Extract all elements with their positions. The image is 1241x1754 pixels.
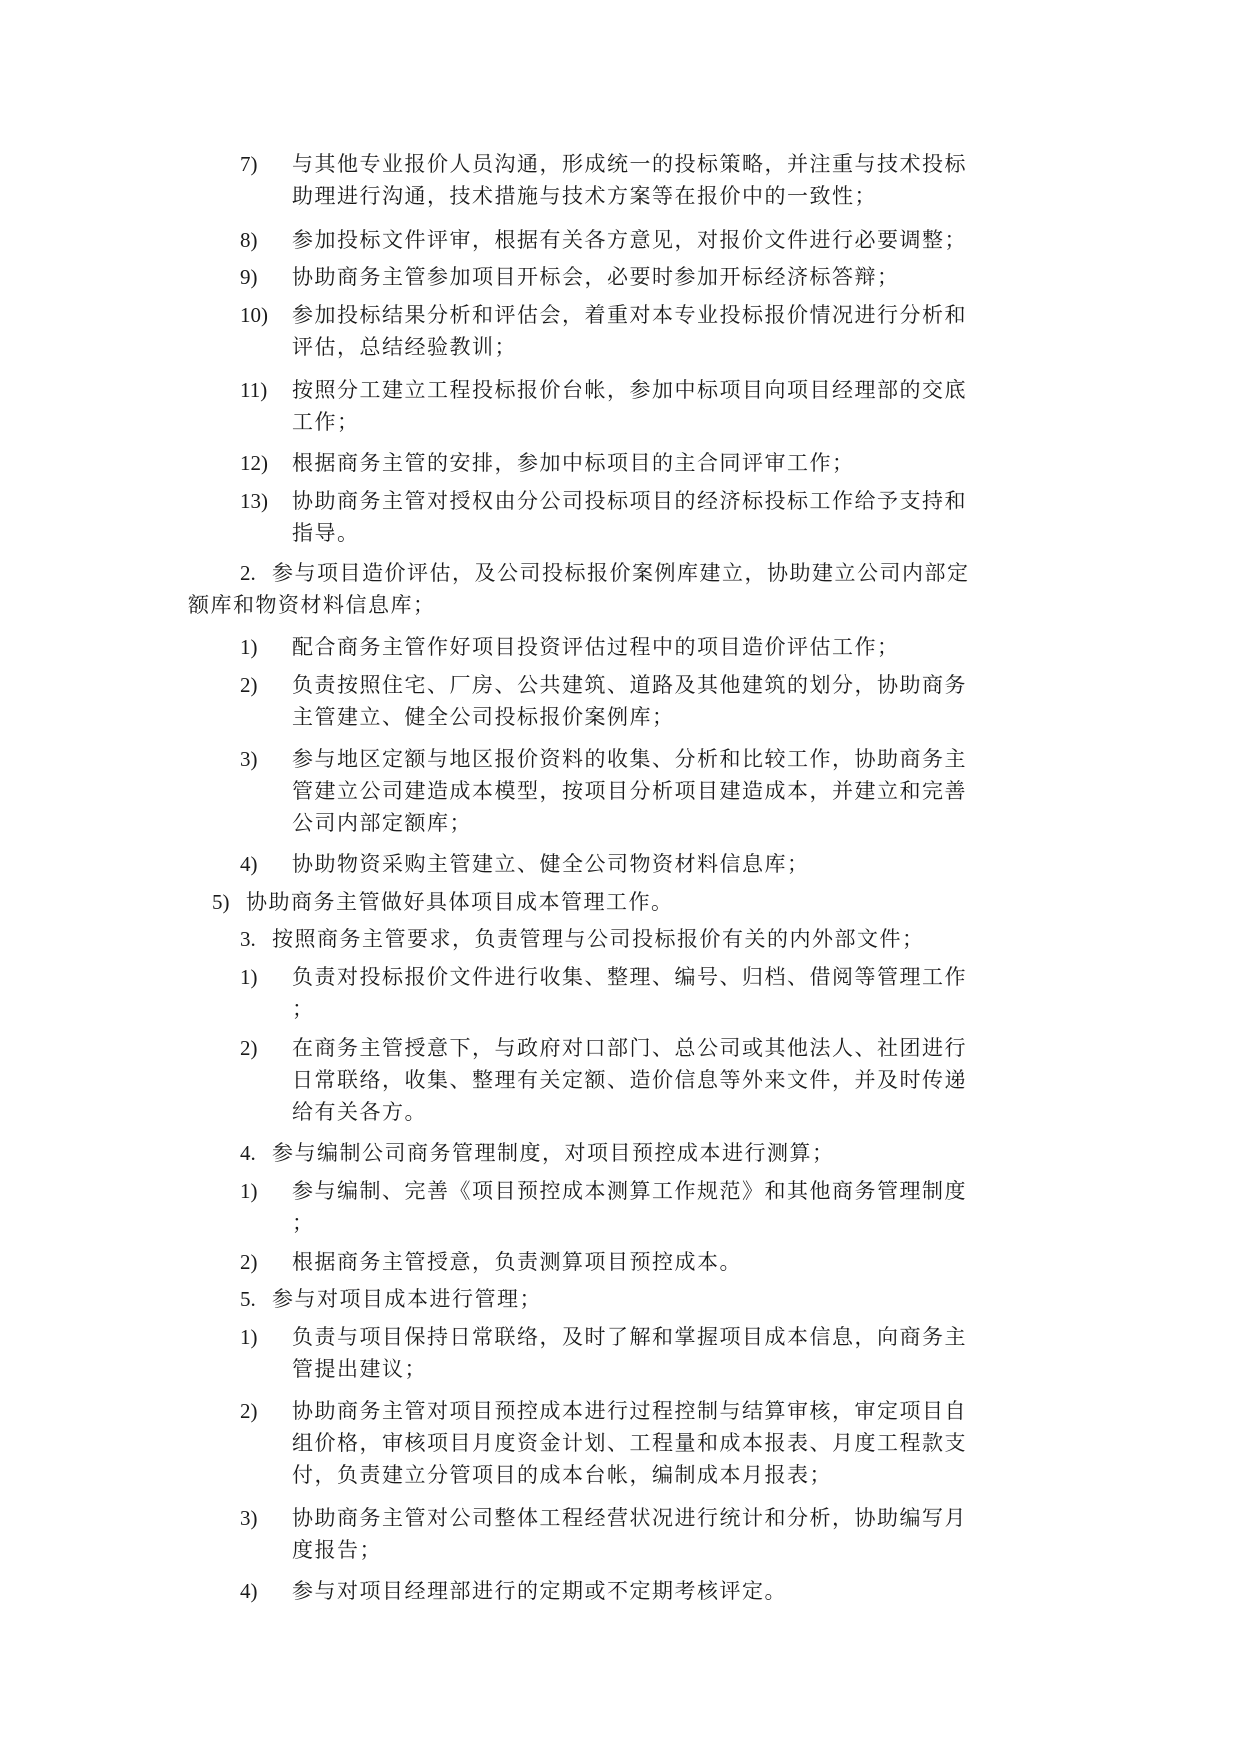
item-text: 指导。 bbox=[292, 521, 360, 545]
item-text: 协助商务主管对授权由分公司投标项目的经济标投标工作给予支持和 bbox=[292, 489, 967, 513]
item-number: 1) bbox=[240, 965, 258, 989]
item-text: 协助物资采购主管建立、健全公司物资材料信息库； bbox=[292, 852, 810, 876]
item-number: 5) bbox=[212, 890, 230, 914]
section-heading: 参与编制公司商务管理制度，对项目预控成本进行测算； bbox=[272, 1141, 835, 1165]
item-text: 助理进行沟通，技术措施与技术方案等在报价中的一致性； bbox=[292, 184, 877, 208]
item-text: ； bbox=[292, 997, 315, 1021]
item-text: 付，负责建立分管项目的成本台帐，编制成本月报表； bbox=[292, 1463, 832, 1487]
item-text: 管建立公司建造成本模型，按项目分析项目建造成本，并建立和完善 bbox=[292, 779, 967, 803]
item-text: 给有关各方。 bbox=[292, 1100, 427, 1124]
item-text: 与其他专业报价人员沟通，形成统一的投标策略，并注重与技术投标 bbox=[292, 152, 967, 176]
item-text: 参与地区定额与地区报价资料的收集、分析和比较工作，协助商务主 bbox=[292, 747, 967, 771]
item-text: 参与编制、完善《项目预控成本测算工作规范》和其他商务管理制度 bbox=[292, 1179, 967, 1203]
section-heading: 额库和物资材料信息库； bbox=[188, 593, 436, 617]
item-text: 按照分工建立工程投标报价台帐，参加中标项目向项目经理部的交底 bbox=[292, 378, 967, 402]
item-text: 在商务主管授意下，与政府对口部门、总公司或其他法人、社团进行 bbox=[292, 1036, 967, 1060]
item-text: 参加投标文件评审，根据有关各方意见，对报价文件进行必要调整； bbox=[292, 228, 967, 252]
item-text: 参与对项目经理部进行的定期或不定期考核评定。 bbox=[292, 1579, 787, 1603]
section-number: 4. bbox=[240, 1141, 256, 1165]
item-text: 管提出建议； bbox=[292, 1357, 427, 1381]
section-heading: 按照商务主管要求，负责管理与公司投标报价有关的内外部文件； bbox=[272, 927, 925, 951]
item-text: 根据商务主管的安排，参加中标项目的主合同评审工作； bbox=[292, 451, 855, 475]
item-text: 协助商务主管对公司整体工程经营状况进行统计和分析，协助编写月 bbox=[292, 1506, 967, 1530]
item-text: 协助商务主管做好具体项目成本管理工作。 bbox=[246, 890, 674, 914]
item-number: 2) bbox=[240, 1250, 258, 1274]
item-number: 9) bbox=[240, 265, 258, 289]
item-number: 2) bbox=[240, 673, 258, 697]
item-text: 协助商务主管参加项目开标会，必要时参加开标经济标答辩； bbox=[292, 265, 900, 289]
item-text: 负责按照住宅、厂房、公共建筑、道路及其他建筑的划分，协助商务 bbox=[292, 673, 967, 697]
item-text: 公司内部定额库； bbox=[292, 811, 472, 835]
section-number: 5. bbox=[240, 1287, 256, 1311]
item-text: 日常联络，收集、整理有关定额、造价信息等外来文件，并及时传递 bbox=[292, 1068, 967, 1092]
item-number: 2) bbox=[240, 1036, 258, 1060]
item-number: 13) bbox=[240, 489, 268, 513]
item-text: 负责对投标报价文件进行收集、整理、编号、归档、借阅等管理工作 bbox=[292, 965, 967, 989]
item-text: 负责与项目保持日常联络，及时了解和掌握项目成本信息，向商务主 bbox=[292, 1325, 967, 1349]
item-number: 8) bbox=[240, 228, 258, 252]
item-text: ； bbox=[292, 1211, 315, 1235]
item-text: 参加投标结果分析和评估会，着重对本专业投标报价情况进行分析和 bbox=[292, 303, 967, 327]
item-text: 评估，总结经验教训； bbox=[292, 335, 517, 359]
item-text: 度报告； bbox=[292, 1538, 382, 1562]
item-text: 工作； bbox=[292, 410, 360, 434]
item-number: 1) bbox=[240, 1325, 258, 1349]
section-number: 3. bbox=[240, 927, 256, 951]
section-number: 2. bbox=[240, 561, 256, 585]
item-number: 7) bbox=[240, 152, 258, 176]
item-number: 4) bbox=[240, 852, 258, 876]
item-text: 组价格，审核项目月度资金计划、工程量和成本报表、月度工程款支 bbox=[292, 1431, 967, 1455]
item-number: 4) bbox=[240, 1579, 258, 1603]
item-number: 1) bbox=[240, 1179, 258, 1203]
item-number: 12) bbox=[240, 451, 268, 475]
item-number: 11) bbox=[240, 378, 268, 402]
item-text: 根据商务主管授意，负责测算项目预控成本。 bbox=[292, 1250, 742, 1274]
item-number: 1) bbox=[240, 635, 258, 659]
item-number: 10) bbox=[240, 303, 268, 327]
item-text: 配合商务主管作好项目投资评估过程中的项目造价评估工作； bbox=[292, 635, 900, 659]
item-text: 主管建立、健全公司投标报价案例库； bbox=[292, 705, 675, 729]
item-number: 2) bbox=[240, 1399, 258, 1423]
item-number: 3) bbox=[240, 1506, 258, 1530]
item-number: 3) bbox=[240, 747, 258, 771]
section-heading: 参与项目造价评估，及公司投标报价案例库建立，协助建立公司内部定 bbox=[272, 561, 970, 585]
section-heading: 参与对项目成本进行管理； bbox=[272, 1287, 542, 1311]
item-text: 协助商务主管对项目预控成本进行过程控制与结算审核，审定项目自 bbox=[292, 1399, 967, 1423]
